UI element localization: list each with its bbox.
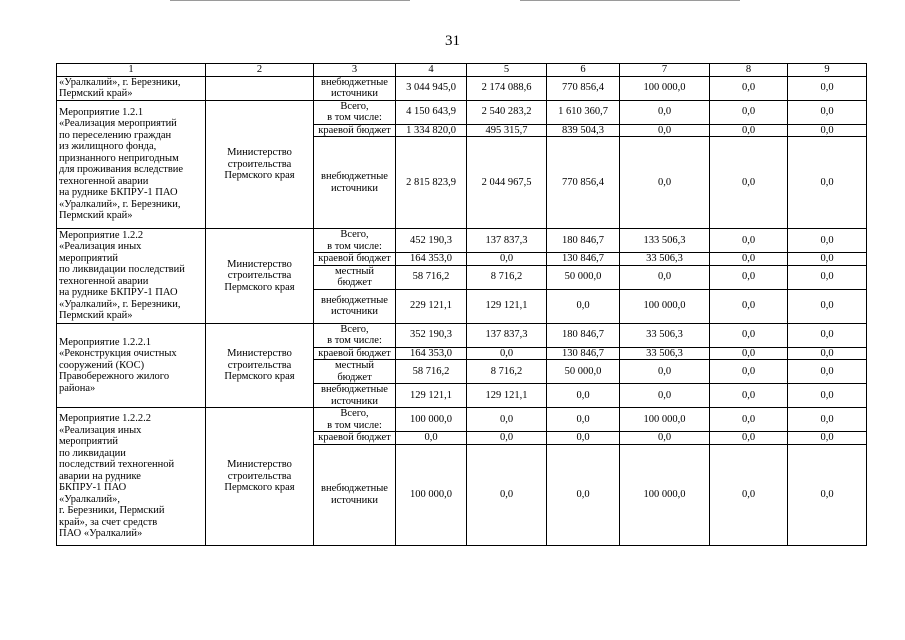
funding-source-text: Всего, в том числе:: [327, 100, 382, 123]
amount-cell-col-8: 0,0: [710, 137, 788, 229]
funding-source-text: Всего, в том числе:: [327, 229, 382, 252]
executor-cell: [206, 229, 314, 324]
amount-cell-col-4: 2 815 823,9: [396, 137, 467, 229]
amount-cell-col-7: 0,0: [620, 137, 710, 229]
executor-text: Министерство строительства Пермского края: [224, 459, 295, 493]
funding-source-text: Всего, в том числе:: [327, 408, 382, 431]
table-row: [57, 323, 867, 347]
amount-cell-col-9: 0,0: [788, 384, 867, 408]
amount-cell-col-5: 137 837,3: [467, 323, 547, 347]
table-row: [57, 408, 867, 432]
amount-cell-col-5: 129 121,1: [467, 289, 547, 323]
executor-text: Министерство строительства Пермского края: [224, 348, 295, 382]
executor-text: Министерство строительства Пермского края: [224, 258, 295, 293]
header-col-4: 4: [396, 64, 467, 77]
amount-cell-col-5: 0,0: [467, 347, 547, 360]
amount-cell-col-7: 0,0: [620, 124, 710, 137]
funding-source: [314, 100, 396, 124]
amount-cell-col-6: 180 846,7: [547, 229, 620, 253]
amount-cell-col-9: 0,0: [788, 76, 867, 100]
amount-cell-col-6: 0,0: [547, 289, 620, 323]
measure-description: [57, 76, 206, 100]
amount-cell-col-6: 770 856,4: [547, 76, 620, 100]
amount-cell-col-5: 8 716,2: [467, 265, 547, 289]
funding-source-text: внебюджетные источники: [321, 76, 388, 99]
amount-cell-col-5: 2 044 967,5: [467, 137, 547, 229]
measure-description-text: Мероприятие 1.2.2.1 «Реконструкция очистных сооружений (КОС) Правобережного жилого района»: [59, 336, 177, 394]
amount-cell-col-5: 0,0: [467, 444, 547, 545]
funding-source-text: внебюджетные источники: [321, 171, 388, 194]
amount-cell-col-6: 0,0: [547, 432, 620, 445]
amount-cell-col-7: 133 506,3: [620, 229, 710, 253]
amount-cell-col-6: 1 610 360,7: [547, 100, 620, 124]
amount-cell-col-8: 0,0: [710, 444, 788, 545]
funding-source: [314, 360, 396, 384]
executor-cell: [206, 76, 314, 100]
amount-cell-col-8: 0,0: [710, 265, 788, 289]
amount-cell-col-5: 495 315,7: [467, 124, 547, 137]
funding-source: [314, 76, 396, 100]
funding-source: [314, 137, 396, 229]
funding-source-text: местный бюджет: [334, 360, 375, 383]
amount-cell-col-5: 129 121,1: [467, 384, 547, 408]
executor-text: Министерство строительства Пермского края: [224, 147, 295, 181]
header-col-2: 2: [206, 64, 314, 77]
measure-description-text: «Уралкалий», г. Березники, Пермский край»: [59, 76, 181, 99]
amount-cell-col-7: 0,0: [620, 384, 710, 408]
amount-cell-col-7: 0,0: [620, 360, 710, 384]
funding-source-text: краевой бюджет: [318, 432, 391, 443]
amount-cell-col-7: 100 000,0: [620, 444, 710, 545]
amount-cell-col-9: 0,0: [788, 265, 867, 289]
funding-table: [56, 63, 867, 546]
header-col-7: 7: [620, 64, 710, 77]
amount-cell-col-4: 129 121,1: [396, 384, 467, 408]
amount-cell-col-4: 100 000,0: [396, 444, 467, 545]
amount-cell-col-7: 33 506,3: [620, 347, 710, 360]
amount-cell-col-7: 0,0: [620, 432, 710, 445]
amount-cell-col-9: 0,0: [788, 408, 867, 432]
amount-cell-col-5: 2 174 088,6: [467, 76, 547, 100]
table-body: [57, 76, 867, 545]
amount-cell-col-6: 0,0: [547, 408, 620, 432]
amount-cell-col-8: 0,0: [710, 124, 788, 137]
amount-cell-col-4: 229 121,1: [396, 289, 467, 323]
amount-cell-col-4: 100 000,0: [396, 408, 467, 432]
header-row: [57, 64, 867, 77]
header-col-3: 3: [314, 64, 396, 77]
amount-cell-col-5: 0,0: [467, 253, 547, 266]
funding-source: [314, 124, 396, 137]
table-row: [57, 100, 867, 124]
amount-cell-col-8: 0,0: [710, 100, 788, 124]
amount-cell-col-6: 130 846,7: [547, 253, 620, 266]
amount-cell-col-6: 130 846,7: [547, 347, 620, 360]
amount-cell-col-8: 0,0: [710, 360, 788, 384]
amount-cell-col-5: 2 540 283,2: [467, 100, 547, 124]
amount-cell-col-6: 0,0: [547, 384, 620, 408]
amount-cell-col-9: 0,0: [788, 289, 867, 323]
amount-cell-col-5: 0,0: [467, 408, 547, 432]
page-number: 31: [445, 33, 460, 49]
funding-source: [314, 253, 396, 266]
funding-source-text: краевой бюджет: [318, 347, 391, 359]
executor-cell: [206, 100, 314, 229]
amount-cell-col-7: 100 000,0: [620, 76, 710, 100]
funding-source: [314, 444, 396, 545]
top-edge-line-right: [520, 0, 740, 1]
funding-source-text: краевой бюджет: [318, 253, 391, 264]
amount-cell-col-7: 0,0: [620, 265, 710, 289]
amount-cell-col-6: 50 000,0: [547, 360, 620, 384]
measure-description: [57, 408, 206, 546]
amount-cell-col-8: 0,0: [710, 253, 788, 266]
table-row: [57, 76, 867, 100]
amount-cell-col-5: 0,0: [467, 432, 547, 445]
amount-cell-col-6: 50 000,0: [547, 265, 620, 289]
amount-cell-col-7: 0,0: [620, 100, 710, 124]
funding-source: [314, 323, 396, 347]
amount-cell-col-8: 0,0: [710, 76, 788, 100]
amount-cell-col-9: 0,0: [788, 444, 867, 545]
amount-cell-col-6: 770 856,4: [547, 137, 620, 229]
top-edge-line-left: [170, 0, 410, 1]
amount-cell-col-8: 0,0: [710, 229, 788, 253]
executor-cell: [206, 408, 314, 546]
amount-cell-col-7: 33 506,3: [620, 323, 710, 347]
amount-cell-col-9: 0,0: [788, 229, 867, 253]
amount-cell-col-6: 0,0: [547, 444, 620, 545]
amount-cell-col-4: 0,0: [396, 432, 467, 445]
measure-description: [57, 100, 206, 229]
header-col-6: 6: [547, 64, 620, 77]
amount-cell-col-8: 0,0: [710, 323, 788, 347]
funding-source: [314, 265, 396, 289]
header-col-5: 5: [467, 64, 547, 77]
amount-cell-col-4: 3 044 945,0: [396, 76, 467, 100]
amount-cell-col-4: 452 190,3: [396, 229, 467, 253]
amount-cell-col-4: 58 716,2: [396, 360, 467, 384]
amount-cell-col-4: 1 334 820,0: [396, 124, 467, 137]
amount-cell-col-9: 0,0: [788, 360, 867, 384]
funding-source: [314, 229, 396, 253]
amount-cell-col-5: 8 716,2: [467, 360, 547, 384]
amount-cell-col-9: 0,0: [788, 100, 867, 124]
funding-source: [314, 408, 396, 432]
amount-cell-col-4: 4 150 643,9: [396, 100, 467, 124]
header-col-9: 9: [788, 64, 867, 77]
amount-cell-col-6: 180 846,7: [547, 323, 620, 347]
measure-description: [57, 323, 206, 408]
funding-source-text: внебюджетные источники: [321, 384, 388, 407]
header-col-8: 8: [710, 64, 788, 77]
amount-cell-col-4: 164 353,0: [396, 253, 467, 266]
amount-cell-col-7: 33 506,3: [620, 253, 710, 266]
amount-cell-col-9: 0,0: [788, 137, 867, 229]
measure-description-text: Мероприятие 1.2.1 «Реализация мероприятий по переселению граждан из жилищного фонда, признанного непригодным для проживания вследствие техногенной аварии на руднике БКПРУ-1 ПАО «Уралкалий», г. Березники, Пермский край»: [59, 106, 184, 222]
amount-cell-col-8: 0,0: [710, 408, 788, 432]
amount-cell-col-8: 0,0: [710, 347, 788, 360]
funding-source: [314, 384, 396, 408]
amount-cell-col-4: 58 716,2: [396, 265, 467, 289]
funding-source-text: внебюджетные источники: [321, 483, 388, 506]
amount-cell-col-4: 164 353,0: [396, 347, 467, 360]
amount-cell-col-7: 100 000,0: [620, 408, 710, 432]
funding-source-text: Всего, в том числе:: [327, 323, 382, 346]
amount-cell-col-9: 0,0: [788, 347, 867, 360]
measure-description-text: Мероприятие 1.2.2 «Реализация иных мероприятий по ликвидации последствий техногенной аварии на руднике БКПРУ-1 ПАО «Уралкалий», г. Березники, Пермский край»: [59, 229, 185, 322]
measure-description: [57, 229, 206, 324]
amount-cell-col-6: 839 504,3: [547, 124, 620, 137]
funding-source-text: краевой бюджет: [318, 124, 391, 136]
amount-cell-col-5: 137 837,3: [467, 229, 547, 253]
amount-cell-col-8: 0,0: [710, 289, 788, 323]
funding-source-text: местный бюджет: [334, 265, 375, 288]
amount-cell-col-7: 100 000,0: [620, 289, 710, 323]
amount-cell-col-9: 0,0: [788, 253, 867, 266]
executor-cell: [206, 323, 314, 408]
funding-source-text: внебюджетные источники: [321, 294, 388, 317]
amount-cell-col-4: 352 190,3: [396, 323, 467, 347]
header-col-1: 1: [57, 64, 206, 77]
table-row: [57, 229, 867, 253]
amount-cell-col-8: 0,0: [710, 384, 788, 408]
funding-source: [314, 432, 396, 445]
amount-cell-col-9: 0,0: [788, 323, 867, 347]
measure-description-text: Мероприятие 1.2.2.2 «Реализация иных мероприятий по ликвидации последствий техногенной аварии на руднике БКПРУ-1 ПАО «Уралкалий», г. Березники, Пермский край», за счет средств ПАО «Уралкалий»: [59, 413, 175, 539]
amount-cell-col-9: 0,0: [788, 124, 867, 137]
funding-source: [314, 289, 396, 323]
funding-source: [314, 347, 396, 360]
amount-cell-col-9: 0,0: [788, 432, 867, 445]
amount-cell-col-8: 0,0: [710, 432, 788, 445]
